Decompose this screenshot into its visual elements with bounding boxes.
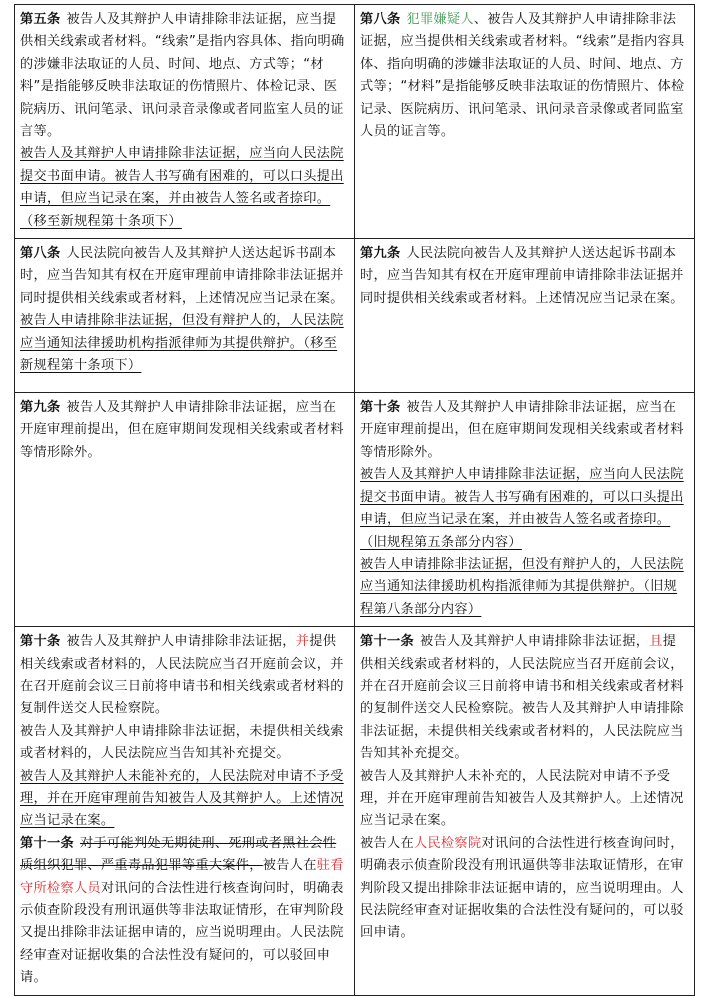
article-text: 被告人及其辩护人申请排除非法证据，应当提供相关线索或者材料。“线索”是指内容具体、指向明确的涉嫌非法取证的人员、时间、地点、方式等；“材料”是指能够反映非法取证的伤情照片、体检记录、医院病历、讯问笔录、讯问录音录像或者同监室人员的证言等。 bbox=[20, 12, 345, 140]
article-paragraph bbox=[20, 833, 349, 990]
article-text: 提供相关线索或者材料的，人民法院应当召开庭前会议，并在召开庭前会议三日前将申请书和相关线索或者材料的复制件送交人民检察院。被告人及其辩护人申请排除非法证据，未提供相关线索或者材料的，人民法院应当告知其补充提交。 bbox=[360, 634, 684, 762]
article-paragraph bbox=[360, 9, 689, 143]
article-text: 人民法院向被告人及其辩护人送达起诉书副本时，应当告知其有权在开庭审理前申请排除非法证据并同时提供相关线索或者材料。上述情况应当记录在案。 bbox=[360, 246, 684, 306]
underlined-paragraph bbox=[20, 143, 349, 233]
article-text: 被告人及其辩护人申请排除非法证据，应当在开庭审理前提出，但在庭审期间发现相关线索或者材料等情形除外。 bbox=[360, 400, 684, 460]
article-text: 、被告人及其辩护人申请排除非法证据，应当提供相关线索或者材料。“线索”是指内容具体、指向明确的涉嫌非法取证的人员、时间、地点、方式等；“材料”是指能够反映非法取证的伤情照片、体检记录、医院病历、讯问笔录、讯问录音录像或者同监室人员的证言等。 bbox=[360, 12, 685, 140]
article-text: 被告人申请排除非法证据，但没有辩护人的，人民法院应当通知法律援助机构指派律师为其提供辩护。 bbox=[360, 556, 684, 595]
rules-comparison-table bbox=[14, 4, 695, 996]
underlined-paragraph bbox=[360, 554, 689, 621]
relocation-note: （移至新规程第十条项下） bbox=[20, 213, 182, 229]
deleted-text: 对于可能判处无期徒刑、死刑或者黑社会性质组织犯罪、严重毒品犯罪等重大案件， bbox=[20, 835, 337, 874]
added-text: 犯罪嫌疑人 bbox=[406, 12, 474, 27]
article-text: 被告人在 bbox=[360, 835, 414, 851]
table-row bbox=[15, 239, 695, 393]
article-text: 被告人及其辩护人申请排除非法证据，应当向人民法院提交书面申请。被告人书写确有困难的，可以口头提出申请，但应当记录在案，并由被告人签名或者捺印。 bbox=[20, 146, 344, 207]
new-rule-cell bbox=[355, 393, 695, 627]
article-text: 对讯问的合法性进行核查询问时，明确表示侦查阶段没有刑讯逼供等非法取证情形，在审判阶段又提出排除非法证据申请的，应当说明理由。人民法院经审查对证据收集的合法性没有疑问的，可以驳回申请。 bbox=[20, 880, 344, 986]
article-text: 被告人及其辩护人未补充的，人民法院对申请不予受理，并在开庭审理前告知被告人及其辩护人。上述情况应当记录在案。 bbox=[360, 768, 684, 829]
old-rule-cell bbox=[15, 627, 355, 996]
underlined-paragraph bbox=[360, 464, 689, 554]
table-row bbox=[15, 393, 695, 627]
table-row bbox=[15, 5, 695, 239]
article-text: 被告人及其辩护人申请排除非法证据， bbox=[419, 634, 650, 650]
article-text: 人民法院向被告人及其辩护人送达起诉书副本时，应当告知其有权在开庭审理前申请排除非法证据并同时提供相关线索或者材料，上述情况应当记录在案。 bbox=[20, 246, 344, 306]
changed-text: 人民检察院 bbox=[413, 835, 482, 851]
article-paragraph bbox=[360, 631, 689, 765]
article-text: 被告人在 bbox=[262, 858, 317, 874]
article-number: 第八条 bbox=[20, 246, 61, 262]
underlined-paragraph bbox=[20, 766, 349, 833]
changed-text: 驻看守所检察人员 bbox=[20, 858, 344, 896]
article-number: 第九条 bbox=[20, 400, 61, 416]
article-number: 第十条 bbox=[360, 400, 401, 416]
article-text: 被告人及其辩护人申请排除非法证据， bbox=[66, 634, 296, 650]
article-number: 第五条 bbox=[20, 12, 61, 27]
article-text: 被告人申请排除非法证据，但没有辩护人的，人民法院应当通知法律援助机构指派律师为其提供辩护。 bbox=[20, 313, 344, 351]
new-rule-cell bbox=[355, 5, 695, 239]
underlined-paragraph bbox=[20, 310, 349, 377]
old-rule-cell bbox=[15, 393, 355, 627]
article-text: 对讯问的合法性进行核查询问时，明确表示侦查阶段没有刑讯逼供等非法取证情形，在审判阶段又提出排除非法证据申请的，应当说明理由。人民法院经审查对证据收集的合法性没有疑问的，可以驳回申请。 bbox=[360, 835, 684, 941]
source-note: （旧规程第五条部分内容） bbox=[360, 534, 522, 550]
article-text: 提供相关线索或者材料的，人民法院应当召开庭前会议，并在召开庭前会议三日前将申请书和相关线索或者材料的复制件送交人民检察院。 bbox=[20, 634, 344, 717]
article-text: 被告人及其辩护人申请排除非法证据，应当向人民法院提交书面申请。被告人书写确有困难的，可以口头提出申请，但应当记录在案，并由被告人签名或者捺印。 bbox=[360, 467, 684, 528]
new-rule-cell bbox=[355, 239, 695, 393]
article-number: 第十一条 bbox=[20, 835, 74, 851]
article-text: 被告人及其辩护人申请排除非法证据，应当在开庭审理前提出，但在庭审期间发现相关线索或者材料等情形除外。 bbox=[20, 400, 344, 460]
old-rule-cell bbox=[15, 239, 355, 393]
article-paragraph bbox=[360, 243, 689, 310]
article-paragraph bbox=[20, 9, 349, 143]
article-paragraph bbox=[360, 397, 689, 464]
article-paragraph bbox=[360, 833, 689, 945]
changed-text: 且 bbox=[649, 634, 663, 650]
article-number: 第八条 bbox=[360, 12, 401, 27]
changed-text: 并 bbox=[295, 634, 310, 650]
article-paragraph bbox=[20, 243, 349, 310]
article-paragraph bbox=[20, 721, 349, 766]
article-number: 第十一条 bbox=[360, 634, 414, 650]
old-rule-cell bbox=[15, 5, 355, 239]
article-text: 被告人及其辩护人未能补充的，人民法院对申请不予受理，并在开庭审理前告知被告人及其辩护人。上述情况应当记录在案。 bbox=[20, 768, 344, 829]
new-rule-cell bbox=[355, 627, 695, 996]
relocation-note: （移至新规程第十条项下） bbox=[20, 335, 338, 374]
table-row bbox=[15, 627, 695, 996]
article-paragraph bbox=[20, 631, 349, 721]
article-text: 被告人及其辩护人申请排除非法证据，未提供相关线索或者材料的，人民法院应当告知其补充提交。 bbox=[20, 723, 344, 762]
source-note: （旧规程第八条部分内容） bbox=[360, 579, 678, 617]
article-number: 第十条 bbox=[20, 634, 61, 650]
article-number: 第九条 bbox=[360, 246, 401, 262]
article-paragraph bbox=[360, 766, 689, 833]
article-paragraph bbox=[20, 397, 349, 464]
